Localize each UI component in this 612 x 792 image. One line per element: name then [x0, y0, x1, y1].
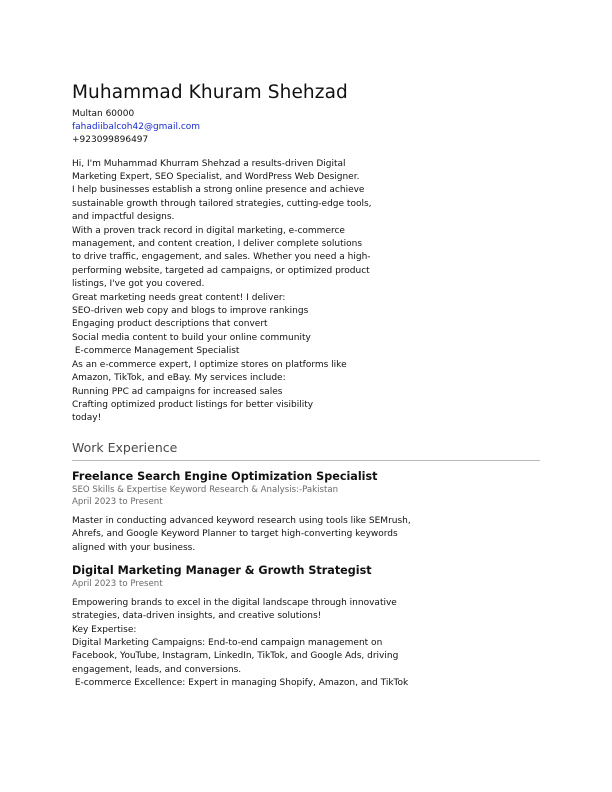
text-line: performing website, targeted ad campaigns, or optimized product: [72, 265, 370, 276]
job-entry: [72, 470, 540, 555]
job-dates: April 2023 to Present: [72, 497, 163, 508]
contact-block: [72, 108, 540, 148]
text-line: strategies, data-driven insights, and creative solutions!: [72, 611, 322, 622]
text-line: SEO-driven web copy and blogs to improve rankings: [72, 306, 309, 317]
text-line: Hi, I'm Muhammad Khurram Shehzad a results-driven Digital: [72, 158, 346, 169]
text-line: Digital Marketing Campaigns: End-to-end campaign management on: [72, 637, 383, 648]
summary: [72, 158, 540, 426]
location: Multan 60000: [72, 109, 135, 119]
job-description: [72, 597, 540, 691]
text-line: today!: [72, 413, 102, 424]
text-line: Key Expertise:: [72, 624, 137, 635]
work-experience-heading: Work Experience: [72, 440, 540, 461]
text-line: I help businesses establish a strong online presence and achieve: [72, 185, 365, 196]
text-line: As an e-commerce expert, I optimize stores on platforms like: [72, 359, 347, 370]
text-line: Social media content to build your online community: [72, 332, 311, 343]
text-line: listings, I've got you covered.: [72, 279, 205, 290]
candidate-name: Muhammad Khuram Shehzad: [72, 82, 348, 103]
job-title: Freelance Search Engine Optimization Specialist: [72, 469, 378, 483]
text-line: With a proven track record in digital marketing, e-commerce: [72, 225, 345, 236]
text-line: management, and content creation, I deliver complete solutions: [72, 239, 363, 250]
job-dates: April 2023 to Present: [72, 579, 163, 590]
phone: +923099896497: [72, 135, 149, 146]
text-line: Master in conducting advanced keyword research using tools like SEMrush,: [72, 515, 411, 526]
job-title: Digital Marketing Manager & Growth Strategist: [72, 564, 372, 578]
text-line: and impactful designs.: [72, 212, 175, 223]
text-line: Running PPC ad campaigns for increased sales: [72, 386, 283, 397]
text-line: Empowering brands to excel in the digital landscape through innovative: [72, 597, 397, 608]
text-line: Ahrefs, and Google Keyword Planner to target high-converting keywords: [72, 529, 398, 540]
resume-content: [72, 82, 540, 691]
job-description: [72, 515, 540, 555]
text-line: E-commerce Excellence: Expert in managing Shopify, Amazon, and TikTok: [72, 678, 409, 689]
text-line: Amazon, TikTok, and eBay. My services include:: [72, 373, 286, 384]
text-line: Marketing Expert, SEO Specialist, and WordPress Web Designer.: [72, 172, 360, 183]
text-line: to drive traffic, engagement, and sales. Whether you need a high-: [72, 252, 371, 263]
text-line: Facebook, YouTube, Instagram, LinkedIn, TikTok, and Google Ads, driving: [72, 651, 399, 662]
text-line: Great marketing needs great content! I deliver:: [72, 292, 286, 303]
text-line: sustainable growth through tailored strategies, cutting-edge tools,: [72, 198, 372, 209]
job-entry: [72, 564, 540, 690]
text-line: Crafting optimized product listings for better visibility: [72, 399, 314, 410]
text-line: Engaging product descriptions that convert: [72, 319, 268, 330]
email-link[interactable]: fahadiibalcoh42@gmail.com: [72, 122, 201, 133]
text-line: aligned with your business.: [72, 542, 196, 553]
job-company: SEO Skills & Expertise Keyword Research & Analysis:-Pakistan: [72, 484, 339, 495]
text-line: engagement, leads, and conversions.: [72, 664, 242, 675]
text-line: E-commerce Management Specialist: [72, 346, 240, 357]
